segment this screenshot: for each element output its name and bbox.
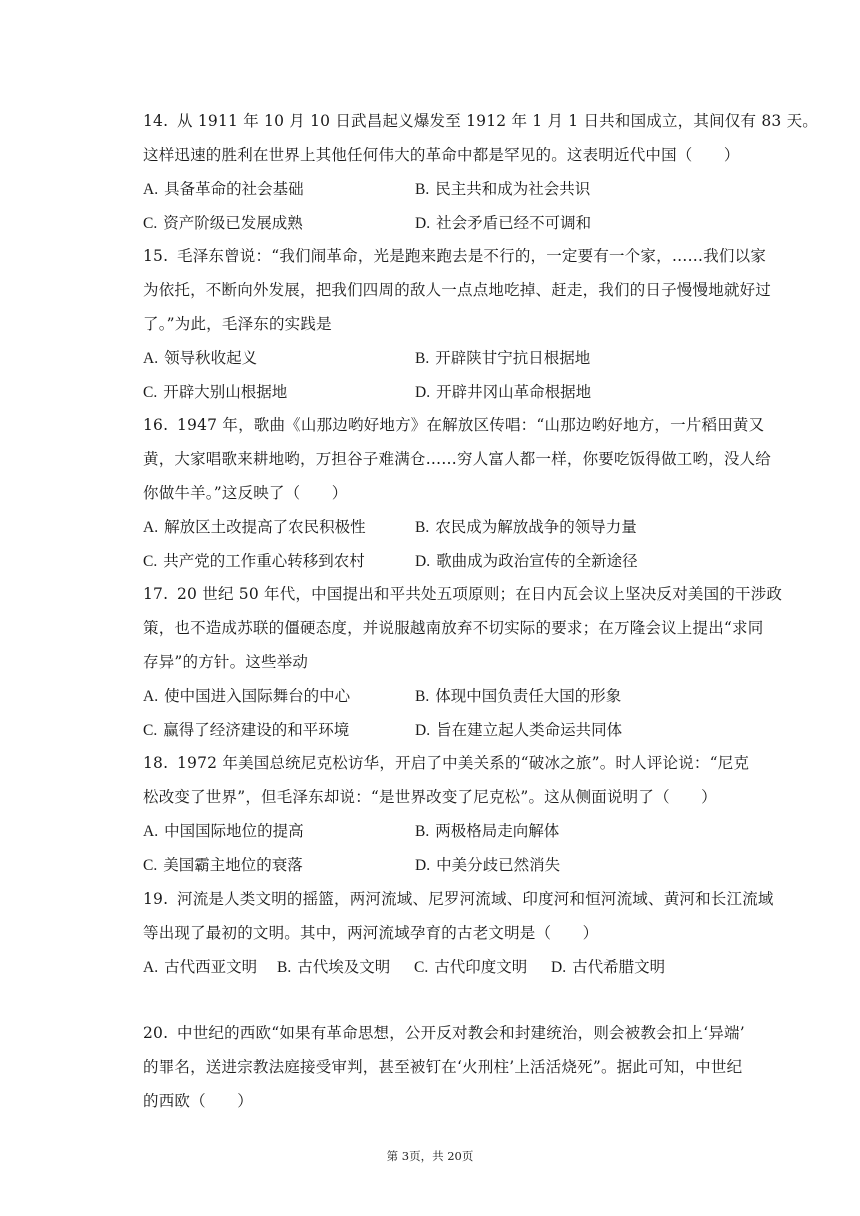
question-stem-line: 17. 20 世纪 50 年代，中国提出和平共处五项原则；在日内瓦会议上坚决反对美国的干涉政 xyxy=(143,577,783,611)
option-b[interactable]: B. 古代埃及文明 xyxy=(277,958,391,976)
question-stem-line: 20. 中世纪的西欧“如果有革命思想，公开反对教会和封建统治，则会被教会扣上‘异端’ xyxy=(143,1016,783,1050)
option-a[interactable]: A. 具备革命的社会基础 xyxy=(143,180,304,198)
question-stem-line: 策，也不造成苏联的僵硬态度，并说服越南放弃不切实际的要求；在万隆会议上提出“求同 xyxy=(143,619,764,637)
option-d[interactable]: D. 社会矛盾已经不可调和 xyxy=(415,214,592,232)
question-stem-line: 黄，大家唱歌来耕地哟，万担谷子难满仓……穷人富人都一样，你要吃饭得做工哟，没人给 xyxy=(143,450,772,468)
question-19 xyxy=(143,882,783,984)
question-number: 18. xyxy=(143,754,169,772)
question-stem-line: 19. 河流是人类文明的摇篮，两河流域、尼罗河流域、印度河和恒河流域、黄河和长江流域 xyxy=(143,882,783,916)
options-row xyxy=(143,848,783,882)
option-a[interactable]: A. 中国国际地位的提高 xyxy=(143,822,304,840)
question-number: 14. xyxy=(143,112,169,130)
question-number: 16. xyxy=(143,416,169,434)
option-d[interactable]: D. 古代希腊文明 xyxy=(551,958,666,976)
question-stem-line: 这样迅速的胜利在世界上其他任何伟大的革命中都是罕见的。这表明近代中国（ ） xyxy=(143,146,740,164)
option-c[interactable]: C. 赢得了经济建设的和平环境 xyxy=(143,721,350,739)
option-c[interactable]: C. 资产阶级已发展成熟 xyxy=(143,214,303,232)
options-row xyxy=(143,172,783,206)
option-d[interactable]: D. 旨在建立起人类命运共同体 xyxy=(415,721,623,739)
option-c[interactable]: C. 开辟大别山根据地 xyxy=(143,383,288,401)
question-14 xyxy=(143,104,818,240)
option-d[interactable]: D. 歌曲成为政治宣传的全新途径 xyxy=(415,552,638,570)
question-15 xyxy=(143,239,783,409)
question-stem-line: 松改变了世界”，但毛泽东却说：“是世界改变了尼克松”。这从侧面说明了（ ） xyxy=(143,788,717,806)
question-stem-line: 14. 从 1911 年 10 月 10 日武昌起义爆发至 1912 年 1 月 1 日共和国成立，其间仅有 83 天。 xyxy=(143,104,783,138)
question-stem-line: 为依托，不断向外发展，把我们四周的敌人一点点地吃掉、赶走，我们的日子慢慢地就好过 xyxy=(143,281,772,299)
option-a[interactable]: A. 解放区土改提高了农民积极性 xyxy=(143,518,366,536)
question-stem-line: 的罪名，送进宗教法庭接受审判，甚至被钉在‘火刑柱’上活活烧死”。据此可知，中世纪 xyxy=(143,1058,743,1076)
question-stem-line: 15. 毛泽东曾说：“我们闹革命，光是跑来跑去是不行的，一定要有一个家，……我们以家 xyxy=(143,239,783,273)
option-d[interactable]: D. 中美分歧已然消失 xyxy=(415,856,561,874)
options-row xyxy=(143,341,783,375)
question-number: 20. xyxy=(143,1024,169,1042)
question-stem-line: 18. 1972 年美国总统尼克松访华，开启了中美关系的“破冰之旅”。时人评论说：“尼克 xyxy=(143,746,783,780)
question-16 xyxy=(143,408,783,578)
option-a[interactable]: A. 使中国进入国际舞台的中心 xyxy=(143,687,351,705)
page-footer: 第 3页，共 20页 xyxy=(386,1149,474,1163)
option-c[interactable]: C. 美国霸主地位的衰落 xyxy=(143,856,303,874)
question-stem-line: 16. 1947 年，歌曲《山那边哟好地方》在解放区传唱：“山那边哟好地方，一片稻田黄又 xyxy=(143,408,783,442)
question-stem-line: 等出现了最初的文明。其中，两河流域孕育的古老文明是（ ） xyxy=(143,924,599,942)
question-20 xyxy=(143,1016,783,1118)
options-row xyxy=(143,375,783,409)
question-17 xyxy=(143,577,783,747)
option-a[interactable]: A. 领导秋收起义 xyxy=(143,349,258,367)
options-row xyxy=(143,544,783,578)
question-number: 15. xyxy=(143,247,169,265)
options-row xyxy=(143,206,783,240)
question-stem-line: 存异”的方针。这些举动 xyxy=(143,653,309,671)
question-stem-line: 你做牛羊。”这反映了（ ） xyxy=(143,484,348,502)
option-d[interactable]: D. 开辟井冈山革命根据地 xyxy=(415,383,592,401)
option-c[interactable]: C. 共产党的工作重心转移到农村 xyxy=(143,552,365,570)
options-row xyxy=(143,950,783,984)
option-b[interactable]: B. 开辟陕甘宁抗日根据地 xyxy=(415,349,591,367)
option-b[interactable]: B. 农民成为解放战争的领导力量 xyxy=(415,518,637,536)
question-18 xyxy=(143,746,783,882)
question-number: 17. xyxy=(143,585,169,603)
question-number: 19. xyxy=(143,890,169,908)
options-row xyxy=(143,713,783,747)
question-stem-line: 的西欧（ ） xyxy=(143,1092,253,1110)
options-row xyxy=(143,510,783,544)
options-row xyxy=(143,814,783,848)
options-row xyxy=(143,679,783,713)
option-b[interactable]: B. 民主共和成为社会共识 xyxy=(415,180,591,198)
option-b[interactable]: B. 两极格局走向解体 xyxy=(415,822,560,840)
option-b[interactable]: B. 体现中国负责任大国的形象 xyxy=(415,687,622,705)
option-c[interactable]: C. 古代印度文明 xyxy=(414,958,528,976)
question-stem-line: 了。”为此，毛泽东的实践是 xyxy=(143,315,332,333)
option-a[interactable]: A. 古代西亚文明 xyxy=(143,958,258,976)
